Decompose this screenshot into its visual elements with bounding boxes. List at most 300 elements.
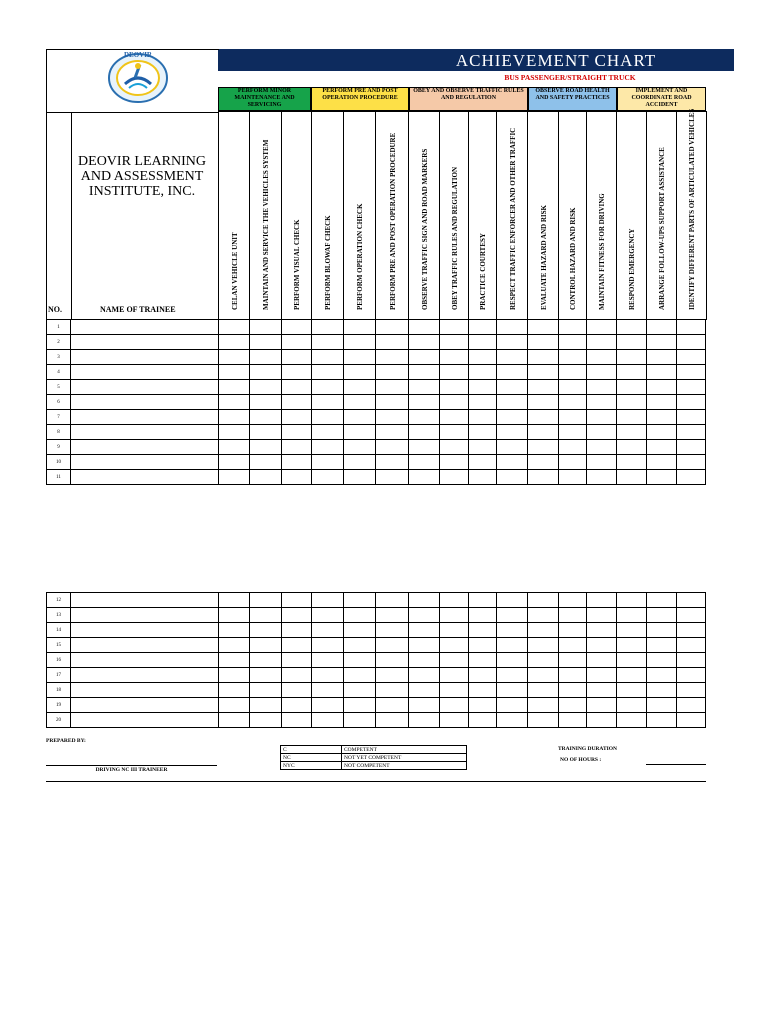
competency-cell[interactable]: [528, 410, 559, 425]
competency-cell[interactable]: [312, 593, 344, 608]
competency-cell[interactable]: [282, 410, 312, 425]
competency-cell[interactable]: [282, 683, 312, 698]
competency-cell[interactable]: [219, 410, 250, 425]
competency-cell[interactable]: [677, 350, 706, 365]
competency-cell[interactable]: [559, 593, 587, 608]
competency-cell[interactable]: [282, 470, 312, 485]
competency-cell[interactable]: [617, 653, 647, 668]
competency-cell[interactable]: [617, 713, 647, 728]
competency-cell[interactable]: [440, 320, 469, 335]
competency-cell[interactable]: [587, 593, 617, 608]
competency-cell[interactable]: [469, 455, 497, 470]
competency-cell[interactable]: [440, 593, 469, 608]
competency-cell[interactable]: [282, 395, 312, 410]
competency-cell[interactable]: [376, 455, 409, 470]
competency-cell[interactable]: [497, 608, 528, 623]
competency-cell[interactable]: [677, 470, 706, 485]
competency-cell[interactable]: [282, 653, 312, 668]
competency-cell[interactable]: [312, 335, 344, 350]
competency-cell[interactable]: [219, 350, 250, 365]
competency-cell[interactable]: [250, 713, 282, 728]
competency-cell[interactable]: [677, 593, 706, 608]
competency-cell[interactable]: [497, 380, 528, 395]
competency-cell[interactable]: [250, 593, 282, 608]
competency-cell[interactable]: [647, 425, 677, 440]
competency-cell[interactable]: [409, 365, 440, 380]
competency-cell[interactable]: [409, 698, 440, 713]
competency-cell[interactable]: [528, 380, 559, 395]
competency-cell[interactable]: [376, 320, 409, 335]
competency-cell[interactable]: [312, 713, 344, 728]
competency-cell[interactable]: [587, 623, 617, 638]
trainee-name-cell[interactable]: [71, 335, 219, 350]
competency-cell[interactable]: [469, 425, 497, 440]
competency-cell[interactable]: [677, 335, 706, 350]
competency-cell[interactable]: [559, 623, 587, 638]
competency-cell[interactable]: [440, 455, 469, 470]
competency-cell[interactable]: [647, 623, 677, 638]
competency-cell[interactable]: [440, 638, 469, 653]
competency-cell[interactable]: [469, 668, 497, 683]
competency-cell[interactable]: [376, 380, 409, 395]
competency-cell[interactable]: [647, 470, 677, 485]
competency-cell[interactable]: [409, 350, 440, 365]
trainee-name-cell[interactable]: [71, 668, 219, 683]
competency-cell[interactable]: [559, 668, 587, 683]
competency-cell[interactable]: [497, 410, 528, 425]
competency-cell[interactable]: [219, 470, 250, 485]
competency-cell[interactable]: [376, 638, 409, 653]
competency-cell[interactable]: [647, 380, 677, 395]
competency-cell[interactable]: [344, 470, 376, 485]
competency-cell[interactable]: [677, 440, 706, 455]
competency-cell[interactable]: [677, 623, 706, 638]
competency-cell[interactable]: [617, 320, 647, 335]
competency-cell[interactable]: [528, 593, 559, 608]
competency-cell[interactable]: [559, 713, 587, 728]
competency-cell[interactable]: [219, 638, 250, 653]
competency-cell[interactable]: [376, 350, 409, 365]
competency-cell[interactable]: [528, 668, 559, 683]
trainee-name-cell[interactable]: [71, 698, 219, 713]
competency-cell[interactable]: [497, 455, 528, 470]
competency-cell[interactable]: [312, 470, 344, 485]
competency-cell[interactable]: [677, 380, 706, 395]
competency-cell[interactable]: [282, 440, 312, 455]
competency-cell[interactable]: [559, 380, 587, 395]
competency-cell[interactable]: [282, 380, 312, 395]
competency-cell[interactable]: [559, 653, 587, 668]
competency-cell[interactable]: [344, 608, 376, 623]
competency-cell[interactable]: [469, 593, 497, 608]
competency-cell[interactable]: [559, 608, 587, 623]
competency-cell[interactable]: [409, 320, 440, 335]
competency-cell[interactable]: [528, 623, 559, 638]
competency-cell[interactable]: [440, 470, 469, 485]
competency-cell[interactable]: [344, 440, 376, 455]
competency-cell[interactable]: [617, 335, 647, 350]
competency-cell[interactable]: [647, 350, 677, 365]
competency-cell[interactable]: [469, 380, 497, 395]
competency-cell[interactable]: [617, 425, 647, 440]
competency-cell[interactable]: [497, 638, 528, 653]
competency-cell[interactable]: [647, 365, 677, 380]
competency-cell[interactable]: [647, 410, 677, 425]
competency-cell[interactable]: [587, 653, 617, 668]
competency-cell[interactable]: [219, 395, 250, 410]
competency-cell[interactable]: [440, 653, 469, 668]
competency-cell[interactable]: [282, 668, 312, 683]
competency-cell[interactable]: [282, 698, 312, 713]
competency-cell[interactable]: [344, 623, 376, 638]
competency-cell[interactable]: [647, 320, 677, 335]
competency-cell[interactable]: [312, 410, 344, 425]
trainee-name-cell[interactable]: [71, 608, 219, 623]
competency-cell[interactable]: [647, 593, 677, 608]
competency-cell[interactable]: [312, 668, 344, 683]
competency-cell[interactable]: [617, 395, 647, 410]
competency-cell[interactable]: [344, 698, 376, 713]
trainee-name-cell[interactable]: [71, 440, 219, 455]
trainee-name-cell[interactable]: [71, 410, 219, 425]
competency-cell[interactable]: [677, 653, 706, 668]
competency-cell[interactable]: [677, 320, 706, 335]
competency-cell[interactable]: [469, 410, 497, 425]
competency-cell[interactable]: [617, 380, 647, 395]
competency-cell[interactable]: [497, 395, 528, 410]
competency-cell[interactable]: [497, 593, 528, 608]
competency-cell[interactable]: [312, 380, 344, 395]
competency-cell[interactable]: [344, 713, 376, 728]
competency-cell[interactable]: [559, 455, 587, 470]
competency-cell[interactable]: [409, 335, 440, 350]
competency-cell[interactable]: [282, 713, 312, 728]
competency-cell[interactable]: [282, 638, 312, 653]
competency-cell[interactable]: [312, 425, 344, 440]
competency-cell[interactable]: [282, 320, 312, 335]
competency-cell[interactable]: [559, 410, 587, 425]
competency-cell[interactable]: [250, 410, 282, 425]
competency-cell[interactable]: [312, 455, 344, 470]
competency-cell[interactable]: [497, 623, 528, 638]
competency-cell[interactable]: [312, 638, 344, 653]
competency-cell[interactable]: [219, 365, 250, 380]
competency-cell[interactable]: [677, 395, 706, 410]
competency-cell[interactable]: [587, 410, 617, 425]
competency-cell[interactable]: [250, 455, 282, 470]
competency-cell[interactable]: [617, 608, 647, 623]
competency-cell[interactable]: [376, 683, 409, 698]
competency-cell[interactable]: [469, 698, 497, 713]
competency-cell[interactable]: [559, 638, 587, 653]
competency-cell[interactable]: [376, 713, 409, 728]
competency-cell[interactable]: [440, 410, 469, 425]
competency-cell[interactable]: [250, 698, 282, 713]
competency-cell[interactable]: [469, 470, 497, 485]
competency-cell[interactable]: [409, 623, 440, 638]
competency-cell[interactable]: [497, 653, 528, 668]
competency-cell[interactable]: [469, 365, 497, 380]
competency-cell[interactable]: [250, 440, 282, 455]
competency-cell[interactable]: [559, 395, 587, 410]
competency-cell[interactable]: [677, 683, 706, 698]
competency-cell[interactable]: [282, 425, 312, 440]
trainee-name-cell[interactable]: [71, 713, 219, 728]
competency-cell[interactable]: [344, 593, 376, 608]
competency-cell[interactable]: [497, 713, 528, 728]
competency-cell[interactable]: [409, 470, 440, 485]
competency-cell[interactable]: [376, 365, 409, 380]
competency-cell[interactable]: [312, 623, 344, 638]
competency-cell[interactable]: [376, 593, 409, 608]
competency-cell[interactable]: [677, 365, 706, 380]
competency-cell[interactable]: [344, 395, 376, 410]
competency-cell[interactable]: [677, 425, 706, 440]
competency-cell[interactable]: [312, 698, 344, 713]
competency-cell[interactable]: [312, 350, 344, 365]
competency-cell[interactable]: [376, 335, 409, 350]
competency-cell[interactable]: [497, 668, 528, 683]
competency-cell[interactable]: [469, 683, 497, 698]
competency-cell[interactable]: [376, 425, 409, 440]
competency-cell[interactable]: [282, 365, 312, 380]
competency-cell[interactable]: [409, 440, 440, 455]
competency-cell[interactable]: [219, 455, 250, 470]
competency-cell[interactable]: [677, 638, 706, 653]
competency-cell[interactable]: [409, 653, 440, 668]
competency-cell[interactable]: [617, 623, 647, 638]
competency-cell[interactable]: [219, 653, 250, 668]
competency-cell[interactable]: [409, 683, 440, 698]
competency-cell[interactable]: [219, 698, 250, 713]
competency-cell[interactable]: [587, 470, 617, 485]
competency-cell[interactable]: [409, 455, 440, 470]
competency-cell[interactable]: [587, 380, 617, 395]
competency-cell[interactable]: [440, 335, 469, 350]
competency-cell[interactable]: [344, 350, 376, 365]
competency-cell[interactable]: [559, 683, 587, 698]
competency-cell[interactable]: [528, 365, 559, 380]
competency-cell[interactable]: [469, 395, 497, 410]
competency-cell[interactable]: [647, 455, 677, 470]
competency-cell[interactable]: [528, 335, 559, 350]
competency-cell[interactable]: [617, 668, 647, 683]
competency-cell[interactable]: [587, 713, 617, 728]
competency-cell[interactable]: [528, 698, 559, 713]
competency-cell[interactable]: [219, 440, 250, 455]
competency-cell[interactable]: [250, 335, 282, 350]
competency-cell[interactable]: [282, 593, 312, 608]
competency-cell[interactable]: [497, 350, 528, 365]
competency-cell[interactable]: [677, 668, 706, 683]
competency-cell[interactable]: [617, 593, 647, 608]
competency-cell[interactable]: [440, 623, 469, 638]
competency-cell[interactable]: [250, 380, 282, 395]
competency-cell[interactable]: [647, 698, 677, 713]
competency-cell[interactable]: [344, 455, 376, 470]
competency-cell[interactable]: [440, 425, 469, 440]
competency-cell[interactable]: [219, 335, 250, 350]
competency-cell[interactable]: [409, 593, 440, 608]
trainee-name-cell[interactable]: [71, 638, 219, 653]
competency-cell[interactable]: [376, 698, 409, 713]
competency-cell[interactable]: [312, 320, 344, 335]
competency-cell[interactable]: [469, 440, 497, 455]
competency-cell[interactable]: [409, 395, 440, 410]
competency-cell[interactable]: [282, 608, 312, 623]
competency-cell[interactable]: [677, 608, 706, 623]
competency-cell[interactable]: [250, 608, 282, 623]
competency-cell[interactable]: [376, 440, 409, 455]
competency-cell[interactable]: [409, 380, 440, 395]
competency-cell[interactable]: [440, 713, 469, 728]
competency-cell[interactable]: [409, 608, 440, 623]
competency-cell[interactable]: [312, 683, 344, 698]
competency-cell[interactable]: [497, 440, 528, 455]
competency-cell[interactable]: [250, 653, 282, 668]
competency-cell[interactable]: [250, 350, 282, 365]
competency-cell[interactable]: [559, 470, 587, 485]
competency-cell[interactable]: [528, 440, 559, 455]
competency-cell[interactable]: [440, 365, 469, 380]
competency-cell[interactable]: [344, 653, 376, 668]
competency-cell[interactable]: [647, 335, 677, 350]
competency-cell[interactable]: [250, 425, 282, 440]
competency-cell[interactable]: [677, 698, 706, 713]
competency-cell[interactable]: [312, 395, 344, 410]
competency-cell[interactable]: [647, 395, 677, 410]
competency-cell[interactable]: [376, 608, 409, 623]
competency-cell[interactable]: [344, 335, 376, 350]
competency-cell[interactable]: [219, 683, 250, 698]
competency-cell[interactable]: [559, 425, 587, 440]
trainee-name-cell[interactable]: [71, 365, 219, 380]
competency-cell[interactable]: [440, 698, 469, 713]
competency-cell[interactable]: [344, 683, 376, 698]
competency-cell[interactable]: [528, 425, 559, 440]
competency-cell[interactable]: [528, 455, 559, 470]
competency-cell[interactable]: [617, 440, 647, 455]
competency-cell[interactable]: [469, 713, 497, 728]
competency-cell[interactable]: [469, 350, 497, 365]
competency-cell[interactable]: [469, 335, 497, 350]
competency-cell[interactable]: [497, 683, 528, 698]
competency-cell[interactable]: [344, 320, 376, 335]
competency-cell[interactable]: [440, 683, 469, 698]
competency-cell[interactable]: [528, 683, 559, 698]
competency-cell[interactable]: [409, 668, 440, 683]
competency-cell[interactable]: [219, 380, 250, 395]
competency-cell[interactable]: [617, 410, 647, 425]
competency-cell[interactable]: [647, 608, 677, 623]
competency-cell[interactable]: [312, 653, 344, 668]
competency-cell[interactable]: [219, 593, 250, 608]
competency-cell[interactable]: [376, 410, 409, 425]
competency-cell[interactable]: [647, 668, 677, 683]
competency-cell[interactable]: [647, 713, 677, 728]
competency-cell[interactable]: [282, 335, 312, 350]
competency-cell[interactable]: [219, 713, 250, 728]
competency-cell[interactable]: [617, 683, 647, 698]
competency-cell[interactable]: [587, 698, 617, 713]
competency-cell[interactable]: [250, 668, 282, 683]
competency-cell[interactable]: [219, 608, 250, 623]
competency-cell[interactable]: [469, 638, 497, 653]
competency-cell[interactable]: [250, 683, 282, 698]
competency-cell[interactable]: [528, 395, 559, 410]
competency-cell[interactable]: [587, 608, 617, 623]
competency-cell[interactable]: [617, 350, 647, 365]
competency-cell[interactable]: [282, 350, 312, 365]
competency-cell[interactable]: [528, 320, 559, 335]
competency-cell[interactable]: [617, 365, 647, 380]
competency-cell[interactable]: [528, 608, 559, 623]
competency-cell[interactable]: [440, 440, 469, 455]
competency-cell[interactable]: [647, 683, 677, 698]
competency-cell[interactable]: [409, 410, 440, 425]
competency-cell[interactable]: [617, 470, 647, 485]
competency-cell[interactable]: [677, 410, 706, 425]
competency-cell[interactable]: [497, 698, 528, 713]
competency-cell[interactable]: [497, 425, 528, 440]
competency-cell[interactable]: [344, 668, 376, 683]
trainee-name-cell[interactable]: [71, 593, 219, 608]
competency-cell[interactable]: [559, 320, 587, 335]
competency-cell[interactable]: [617, 455, 647, 470]
competency-cell[interactable]: [587, 350, 617, 365]
competency-cell[interactable]: [409, 638, 440, 653]
competency-cell[interactable]: [250, 623, 282, 638]
competency-cell[interactable]: [587, 455, 617, 470]
trainee-name-cell[interactable]: [71, 380, 219, 395]
trainee-name-cell[interactable]: [71, 455, 219, 470]
trainee-name-cell[interactable]: [71, 683, 219, 698]
competency-cell[interactable]: [440, 350, 469, 365]
competency-cell[interactable]: [559, 350, 587, 365]
competency-cell[interactable]: [376, 623, 409, 638]
competency-cell[interactable]: [587, 425, 617, 440]
trainee-name-cell[interactable]: [71, 425, 219, 440]
competency-cell[interactable]: [219, 668, 250, 683]
competency-cell[interactable]: [497, 365, 528, 380]
competency-cell[interactable]: [282, 623, 312, 638]
competency-cell[interactable]: [440, 380, 469, 395]
competency-cell[interactable]: [219, 623, 250, 638]
competency-cell[interactable]: [282, 455, 312, 470]
competency-cell[interactable]: [587, 365, 617, 380]
competency-cell[interactable]: [219, 320, 250, 335]
trainee-name-cell[interactable]: [71, 623, 219, 638]
competency-cell[interactable]: [376, 470, 409, 485]
competency-cell[interactable]: [469, 623, 497, 638]
competency-cell[interactable]: [344, 425, 376, 440]
competency-cell[interactable]: [587, 395, 617, 410]
competency-cell[interactable]: [312, 365, 344, 380]
competency-cell[interactable]: [617, 638, 647, 653]
competency-cell[interactable]: [344, 365, 376, 380]
competency-cell[interactable]: [528, 638, 559, 653]
competency-cell[interactable]: [250, 470, 282, 485]
competency-cell[interactable]: [376, 668, 409, 683]
competency-cell[interactable]: [312, 608, 344, 623]
competency-cell[interactable]: [344, 410, 376, 425]
competency-cell[interactable]: [469, 320, 497, 335]
competency-cell[interactable]: [528, 350, 559, 365]
competency-cell[interactable]: [469, 608, 497, 623]
competency-cell[interactable]: [559, 335, 587, 350]
competency-cell[interactable]: [587, 668, 617, 683]
competency-cell[interactable]: [587, 440, 617, 455]
